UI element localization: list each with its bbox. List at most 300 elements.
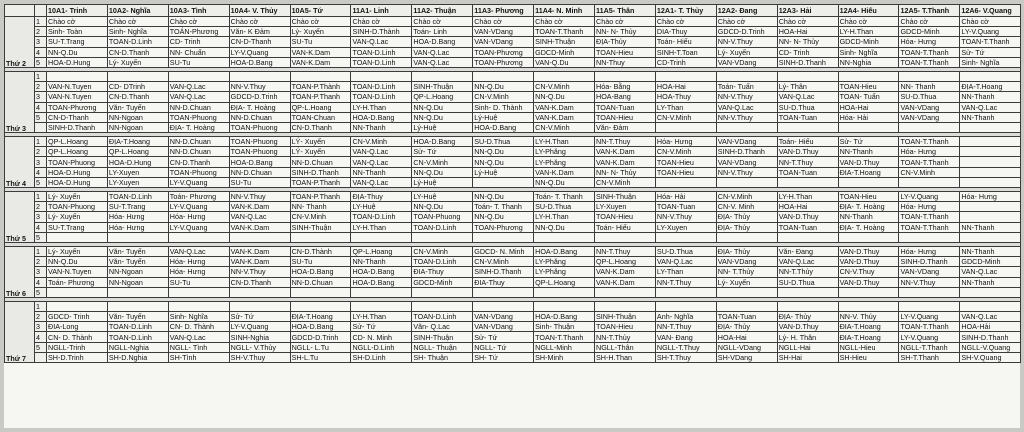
lesson-cell: NN-D.Chuan	[229, 167, 290, 177]
period-number: 4	[35, 332, 47, 342]
lesson-cell: ĐIA-T.Hoang	[838, 332, 899, 342]
lesson-cell	[229, 301, 290, 311]
lesson-cell	[47, 287, 108, 297]
lesson-cell: SINH-Thuận	[595, 312, 656, 322]
lesson-cell: Hóa- Hưng	[107, 212, 168, 222]
lesson-cell: TOAN-D.Linh	[107, 322, 168, 332]
period-number: 1	[35, 192, 47, 202]
period-row	[5, 147, 1021, 157]
lesson-cell: CN-V. Minh	[716, 202, 777, 212]
lesson-cell: SU-Tu	[168, 277, 229, 287]
lesson-cell: TOAN-Hieu	[595, 322, 656, 332]
lesson-cell: SU-D.Thua	[534, 202, 595, 212]
lesson-cell: LY-H.Than	[351, 222, 412, 232]
period-number: 3	[35, 267, 47, 277]
lesson-cell: LY-H.Than	[534, 212, 595, 222]
class-header: 12A4- Hiếu	[838, 5, 899, 17]
lesson-cell: NGLL-Hai	[777, 342, 838, 352]
lesson-cell: NN-Ngoan	[107, 267, 168, 277]
lesson-cell: NN- N- Thủy	[777, 37, 838, 47]
lesson-cell: NN-Thanh	[351, 122, 412, 132]
lesson-cell: SU-Tu	[290, 37, 351, 47]
lesson-cell: Chào cờ	[351, 17, 412, 27]
lesson-cell: NN-T.Thủy	[777, 267, 838, 277]
lesson-cell: TOAN-D.Linh	[412, 257, 473, 267]
lesson-cell: GDCD-Minh	[899, 27, 960, 37]
lesson-cell: LY-Huệ	[351, 202, 412, 212]
lesson-cell: VAN-N.Tuyen	[47, 267, 108, 277]
lesson-cell: LY-V.Quang	[168, 202, 229, 212]
lesson-cell: Lý- Xuyến	[107, 57, 168, 67]
lesson-cell	[838, 301, 899, 311]
lesson-cell: GDCD-Minh	[838, 37, 899, 47]
lesson-cell: ĐIA-T.Hoang	[838, 167, 899, 177]
lesson-cell: VAN-Q.Du	[534, 57, 595, 67]
lesson-cell: VAN-Q.Lac	[716, 102, 777, 112]
lesson-cell: VAN-D.Thuy	[777, 212, 838, 222]
lesson-cell: SU-Tu	[229, 177, 290, 187]
lesson-cell: NN-Q.Du	[534, 177, 595, 187]
lesson-cell: NN-Q.Du	[47, 47, 108, 57]
lesson-cell: TOAN-Phuong	[229, 122, 290, 132]
lesson-cell: SH- Tứ	[473, 352, 534, 362]
period-row	[5, 47, 1021, 57]
lesson-cell: CN-D.Thanh	[168, 157, 229, 167]
lesson-cell: HOA-Hai	[655, 82, 716, 92]
lesson-cell	[655, 71, 716, 81]
lesson-cell: NN- N- Thủy	[595, 27, 656, 37]
lesson-cell: SH-T.Thuy	[655, 352, 716, 362]
lesson-cell: Lý-Huệ	[412, 177, 473, 187]
lesson-cell: VAN-Q.Lac	[351, 177, 412, 187]
lesson-cell: CN- D. Thành	[47, 332, 108, 342]
lesson-cell: TOAN-D.Linh	[351, 57, 412, 67]
lesson-cell: SH-V.Thuy	[229, 352, 290, 362]
lesson-cell	[290, 71, 351, 81]
lesson-cell: LÝ- Xuyến	[290, 137, 351, 147]
period-number: 2	[35, 257, 47, 267]
lesson-cell: SU-D.Thua	[777, 102, 838, 112]
lesson-cell: TOAN-P.Thành	[290, 82, 351, 92]
lesson-cell: LY-H.Than	[351, 312, 412, 322]
lesson-cell: NN- Thanh	[899, 82, 960, 92]
lesson-cell: NN-Thanh	[960, 277, 1021, 287]
lesson-cell: CN-V.Minh	[473, 92, 534, 102]
lesson-cell	[290, 301, 351, 311]
lesson-cell: SINH-D.Thanh	[777, 57, 838, 67]
lesson-cell: Sinh- Toàn	[47, 27, 108, 37]
lesson-cell	[899, 287, 960, 297]
lesson-cell: NN-Thanh	[960, 92, 1021, 102]
period-number: 5	[35, 57, 47, 67]
lesson-cell: NGLL-T.Thanh	[899, 342, 960, 352]
lesson-cell: SINH-D.Thanh	[290, 167, 351, 177]
lesson-cell: VAN-Q.Lac	[777, 257, 838, 267]
lesson-cell: NN-V.Thuy	[229, 267, 290, 277]
lesson-cell: NN-Thanh	[960, 222, 1021, 232]
lesson-cell: DIA-Thuy	[655, 27, 716, 37]
lesson-cell: VAN-VDang	[473, 312, 534, 322]
lesson-cell: Văn- Tuyến	[107, 102, 168, 112]
lesson-cell: VAN-VDang	[473, 37, 534, 47]
lesson-cell: NN-V.Thuy	[716, 167, 777, 177]
lesson-cell: VAN-D.Thuy	[838, 277, 899, 287]
lesson-cell: VAN-N.Tuyen	[47, 82, 108, 92]
period-number: 3	[35, 37, 47, 47]
lesson-cell: NGLL-Thân	[595, 342, 656, 352]
lesson-cell	[412, 301, 473, 311]
lesson-cell	[960, 137, 1021, 147]
lesson-cell: TOAN-Hieu	[838, 192, 899, 202]
lesson-cell: TOAN-Phương	[473, 47, 534, 57]
lesson-cell: HOA-D.Bang	[290, 322, 351, 332]
lesson-cell: LY-Than	[655, 102, 716, 112]
lesson-cell: NN-T.Thuy	[595, 246, 656, 256]
period-row	[5, 202, 1021, 212]
lesson-cell: ĐIA-Thuy	[412, 267, 473, 277]
lesson-cell: ĐỊA- T. Hoàng	[838, 222, 899, 232]
lesson-cell: VAN-Q.Lac	[960, 312, 1021, 322]
lesson-cell	[595, 301, 656, 311]
lesson-cell	[960, 167, 1021, 177]
lesson-cell: SINH-Thuận	[412, 332, 473, 342]
lesson-cell: NGLL-Trinh	[47, 342, 108, 352]
lesson-cell: HOA-D.Bang	[351, 267, 412, 277]
lesson-cell: SU-D.Thua	[899, 92, 960, 102]
lesson-cell: QP-L.Hoang	[47, 137, 108, 147]
lesson-cell: CN-D.Thanh	[107, 47, 168, 57]
class-header: 10A4- V. Thủy	[229, 5, 290, 17]
period-row	[5, 92, 1021, 102]
lesson-cell	[777, 301, 838, 311]
lesson-cell: SINH-D.Thành	[351, 27, 412, 37]
period-number: 5	[35, 287, 47, 297]
lesson-cell: LY-Xuyen	[595, 202, 656, 212]
lesson-cell: NN-Thanh	[838, 147, 899, 157]
lesson-cell: TOAN-Phuong	[47, 202, 108, 212]
lesson-cell: LY-Phăng	[534, 157, 595, 167]
lesson-cell	[412, 232, 473, 242]
lesson-cell: TOAN-T.Thanh	[534, 27, 595, 37]
lesson-cell: Chào cờ	[473, 17, 534, 27]
lesson-cell: SH-D.Trinh	[47, 352, 108, 362]
lesson-cell: TOAN-T.Thanh	[899, 47, 960, 57]
lesson-cell: CN-D.Thanh	[107, 92, 168, 102]
lesson-cell	[47, 301, 108, 311]
lesson-cell: LY-Xuyen	[107, 177, 168, 187]
lesson-cell	[595, 232, 656, 242]
lesson-cell: SH-Tình	[168, 352, 229, 362]
period-row	[5, 342, 1021, 352]
lesson-cell: CN-V.Minh	[473, 257, 534, 267]
period-number: 2	[35, 147, 47, 157]
lesson-cell: NGLL-V.Quang	[960, 342, 1021, 352]
period-number: 3	[35, 157, 47, 167]
lesson-cell: QP-L.Hoang	[351, 246, 412, 256]
lesson-cell: VAN-K.Dam	[229, 222, 290, 232]
period-row	[5, 71, 1021, 81]
lesson-cell: Toán- Hiếu	[655, 37, 716, 47]
lesson-cell: CD- Trinh	[168, 37, 229, 47]
lesson-cell: Chào cờ	[655, 17, 716, 27]
class-header: 11A1- Linh	[351, 5, 412, 17]
lesson-cell: HOA-Bang	[595, 92, 656, 102]
timetable-sheet	[4, 4, 1020, 428]
lesson-cell: ĐỊA-Thuy	[351, 192, 412, 202]
lesson-cell	[168, 287, 229, 297]
lesson-cell	[716, 232, 777, 242]
lesson-cell: NN-Ngoan	[107, 277, 168, 287]
lesson-cell: CN-D.Thanh	[290, 122, 351, 132]
lesson-cell	[960, 232, 1021, 242]
lesson-cell: Chào cờ	[168, 17, 229, 27]
lesson-cell: VAN-K.Dam	[229, 257, 290, 267]
lesson-cell: CN-D.Thanh	[229, 277, 290, 287]
lesson-cell: VAN-K.Dam	[595, 147, 656, 157]
lesson-cell: TOAN-Phuong	[47, 157, 108, 167]
lesson-cell: QP-L.Hoang	[595, 257, 656, 267]
lesson-cell	[229, 232, 290, 242]
lesson-cell: VAN-VDang	[899, 267, 960, 277]
lesson-cell: CN-V.Minh	[534, 82, 595, 92]
lesson-cell: NN-V.Thuy	[899, 277, 960, 287]
period-row	[5, 167, 1021, 177]
lesson-cell: SU-D.Thua	[473, 137, 534, 147]
lesson-cell: NN-Q.Du	[412, 202, 473, 212]
lesson-cell: HOA-D.Bang	[534, 312, 595, 322]
lesson-cell	[412, 287, 473, 297]
lesson-cell: TOAN-Tuan	[777, 167, 838, 177]
period-row	[5, 102, 1021, 112]
lesson-cell: NN-Q.Du	[473, 192, 534, 202]
lesson-cell: Hóa- Hưng	[899, 37, 960, 47]
period-number: 1	[35, 246, 47, 256]
lesson-cell	[290, 232, 351, 242]
period-number: 1	[35, 71, 47, 81]
lesson-cell: Lý- Xuyến	[290, 27, 351, 37]
period-row	[5, 177, 1021, 187]
lesson-cell: SINH-D.Thanh	[473, 267, 534, 277]
lesson-cell: Hóa- Hải	[655, 192, 716, 202]
lesson-cell: LY-Xuyen	[655, 222, 716, 232]
lesson-cell	[777, 71, 838, 81]
lesson-cell: TOAN-Hieu	[595, 47, 656, 57]
lesson-cell: VAN-Q.Lac	[351, 147, 412, 157]
lesson-cell: NN-V. Thủy	[838, 312, 899, 322]
lesson-cell: Sử- Tứ	[412, 147, 473, 157]
lesson-cell: VAN-VDang	[473, 322, 534, 332]
lesson-cell: VAN-K.Dam	[229, 246, 290, 256]
lesson-cell	[47, 232, 108, 242]
lesson-cell: VAN-VDang	[716, 157, 777, 167]
lesson-cell: Lý-Huệ	[473, 112, 534, 122]
lesson-cell: NN-Thanh	[960, 112, 1021, 122]
lesson-cell: Hóa- Hưng	[168, 212, 229, 222]
lesson-cell: NGLL- Tình	[168, 342, 229, 352]
lesson-cell: Sử- Tứ	[473, 332, 534, 342]
lesson-cell	[107, 301, 168, 311]
lesson-cell: VAN- Đang	[655, 332, 716, 342]
lesson-cell: GDCD-Minh	[534, 47, 595, 57]
period-row	[5, 212, 1021, 222]
lesson-cell: LY-V.Quang	[168, 222, 229, 232]
lesson-cell: Toán- Phương	[47, 277, 108, 287]
lesson-cell	[960, 157, 1021, 167]
lesson-cell: TOAN-D.Linh	[412, 312, 473, 322]
lesson-cell	[899, 232, 960, 242]
class-header: 11A5- Thân	[595, 5, 656, 17]
lesson-cell: HOA-D.Bang	[229, 157, 290, 167]
lesson-cell: NN-D.Chuan	[168, 102, 229, 112]
lesson-cell: NGLL-Hieu	[838, 342, 899, 352]
lesson-cell: NGLL- L.Tu	[290, 342, 351, 352]
lesson-cell: SINH-Thuận	[412, 82, 473, 92]
lesson-cell: ĐIA-Long	[47, 322, 108, 332]
class-header: 12A3- Hải	[777, 5, 838, 17]
lesson-cell	[838, 71, 899, 81]
lesson-cell	[229, 287, 290, 297]
lesson-cell: HOA-D.Bang	[290, 267, 351, 277]
lesson-cell: NN-D.Chuan	[168, 147, 229, 157]
lesson-cell: VAN-VDang	[716, 137, 777, 147]
period-number: 3	[35, 322, 47, 332]
lesson-cell: NN-V.Thuy	[229, 82, 290, 92]
lesson-cell	[534, 232, 595, 242]
lesson-cell: VAN-K.Dam	[595, 157, 656, 167]
class-header: 12A6- V.Quang	[960, 5, 1021, 17]
period-row	[5, 122, 1021, 132]
period-number: 5	[35, 342, 47, 352]
lesson-cell: SH-D.Nghia	[107, 352, 168, 362]
lesson-cell	[838, 177, 899, 187]
period-row	[5, 246, 1021, 256]
lesson-cell: Chào cờ	[412, 17, 473, 27]
header-row	[5, 5, 1021, 17]
lesson-cell: NN-T.Thuy	[655, 277, 716, 287]
lesson-cell	[351, 287, 412, 297]
lesson-cell	[777, 177, 838, 187]
lesson-cell: QP-L.Hoang	[290, 102, 351, 112]
lesson-cell: Hóa- Hưng	[899, 202, 960, 212]
lesson-cell: NN-Ngoan	[107, 122, 168, 132]
lesson-cell: SU-D.Thua	[655, 246, 716, 256]
lesson-cell: TOAN-T.Thanh	[534, 332, 595, 342]
lesson-cell: TOAN-Tuan	[777, 112, 838, 122]
lesson-cell	[534, 71, 595, 81]
lesson-cell: NN-Thanh	[351, 167, 412, 177]
lesson-cell	[777, 122, 838, 132]
period-number	[35, 352, 47, 362]
period-row	[5, 112, 1021, 122]
day-label: Thứ 6	[5, 246, 35, 297]
period-number: 2	[35, 202, 47, 212]
lesson-cell: Sử- Tứ	[229, 312, 290, 322]
lesson-cell: TOAN-D.Linh	[107, 332, 168, 342]
lesson-cell: VAN-VDang	[473, 27, 534, 37]
lesson-cell: NN-Q.Du	[47, 257, 108, 267]
lesson-cell	[960, 301, 1021, 311]
period-number: 4	[35, 277, 47, 287]
lesson-cell	[960, 122, 1021, 132]
lesson-cell: TOAN-Phương	[473, 222, 534, 232]
lesson-cell: TOAN-Hieu	[595, 212, 656, 222]
lesson-cell: TOAN-Tuan	[716, 312, 777, 322]
lesson-cell: VAN-D.Thuy	[777, 322, 838, 332]
day-label: Thứ 4	[5, 137, 35, 188]
lesson-cell: NN-T.Thuy	[595, 137, 656, 147]
lesson-cell: SINH-D.Thanh	[960, 332, 1021, 342]
period-row	[5, 27, 1021, 37]
period-number	[35, 122, 47, 132]
lesson-cell: TOAN-Tuan	[655, 202, 716, 212]
lesson-cell: LÝ- Xuyến	[290, 147, 351, 157]
lesson-cell: LY-Than	[655, 267, 716, 277]
lesson-cell: GDCD-D.Trinh	[229, 92, 290, 102]
lesson-cell: Sử- Tứ	[351, 322, 412, 332]
lesson-cell: QP-L.Hoang	[107, 147, 168, 157]
period-number: 1	[35, 137, 47, 147]
lesson-cell: Văn- K Đảm	[229, 27, 290, 37]
lesson-cell: Văn- Tuyến	[107, 312, 168, 322]
lesson-cell: SH- Thuận	[412, 352, 473, 362]
lesson-cell: VAN-D.Thuy	[777, 147, 838, 157]
lesson-cell	[107, 232, 168, 242]
lesson-cell: Sử- Tứ	[838, 137, 899, 147]
lesson-cell: SH-Hieu	[838, 352, 899, 362]
lesson-cell: Sinh- Nghĩa	[838, 47, 899, 57]
lesson-cell: TOAN-Phuong	[229, 147, 290, 157]
lesson-cell	[838, 287, 899, 297]
lesson-cell: LY-Phăng	[534, 147, 595, 157]
lesson-cell: ĐIA-T.Hoang	[838, 322, 899, 332]
lesson-cell: HOA-Thuy	[655, 92, 716, 102]
lesson-cell: Toán- Hiếu	[595, 222, 656, 232]
lesson-cell: LY-H.Than	[777, 192, 838, 202]
lesson-cell: SH-L.Tu	[290, 352, 351, 362]
lesson-cell: TOAN-Phuong	[168, 167, 229, 177]
lesson-cell: VAN-Q.Lac	[168, 332, 229, 342]
lesson-cell	[960, 202, 1021, 212]
lesson-cell: VAN-Q.Lac	[229, 212, 290, 222]
lesson-cell: GDCD- Trinh	[47, 312, 108, 322]
lesson-cell	[534, 301, 595, 311]
lesson-cell: NN-Thanh	[838, 212, 899, 222]
lesson-cell: NN-Ngoan	[107, 112, 168, 122]
class-header: 10A2- Nghĩa	[107, 5, 168, 17]
lesson-cell: VAN-K.Dam	[290, 57, 351, 67]
lesson-cell: CD- DTrinh	[107, 82, 168, 92]
lesson-cell: NGLL-D.Linh	[351, 342, 412, 352]
lesson-cell: Chào cờ	[777, 17, 838, 27]
lesson-cell: SINH-Nghia	[229, 332, 290, 342]
lesson-cell: VAN-Q.Lac	[412, 57, 473, 67]
lesson-cell: NN-D.Chuan	[290, 157, 351, 167]
lesson-cell: HOA-D.Bang	[229, 57, 290, 67]
lesson-cell: ĐỊA-T.Hoang	[107, 137, 168, 147]
lesson-cell: Hóa- Hưng	[899, 246, 960, 256]
lesson-cell: VAN-Q.Lac	[351, 157, 412, 167]
lesson-cell	[655, 122, 716, 132]
lesson-cell: CN-D-Thanh	[47, 112, 108, 122]
lesson-cell	[777, 232, 838, 242]
class-header: 10A1- Trinh	[47, 5, 108, 17]
class-header: 12A1- T. Thủy	[655, 5, 716, 17]
lesson-cell: LY-Xuyen	[107, 167, 168, 177]
period-row	[5, 312, 1021, 322]
lesson-cell: SINH-D.Thanh	[899, 257, 960, 267]
lesson-cell: VAN-K.Dam	[290, 47, 351, 57]
lesson-cell: LY-H.Than	[351, 102, 412, 112]
